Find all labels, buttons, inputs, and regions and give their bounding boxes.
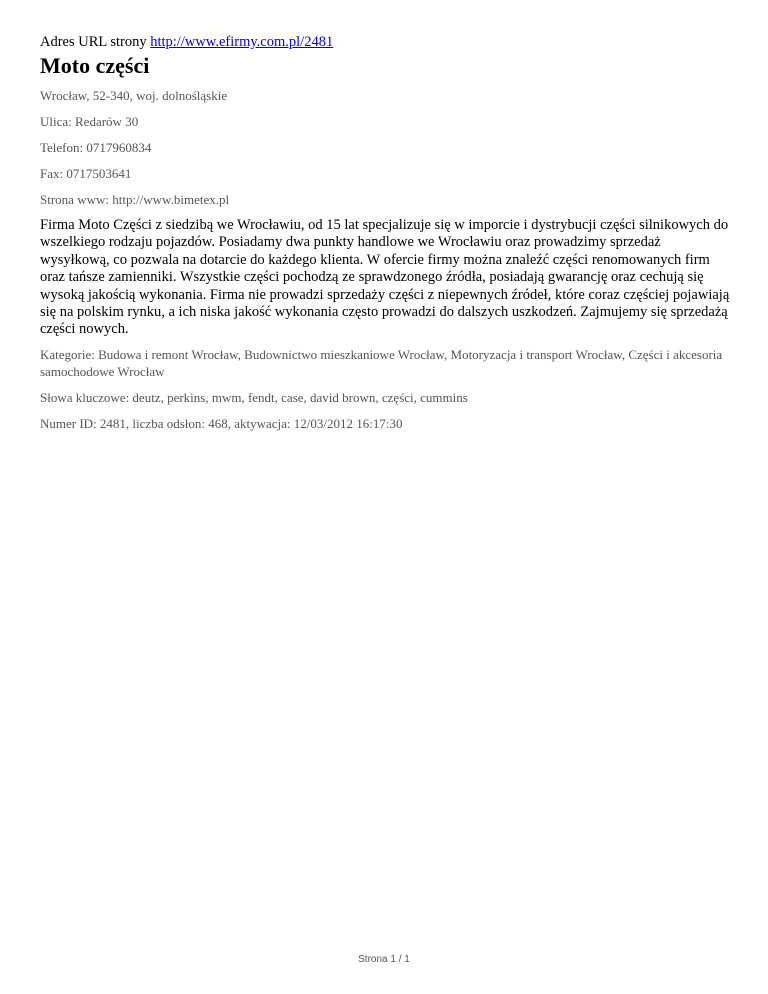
company-address: Wrocław, 52-340, woj. dolnośląskie — [40, 88, 228, 103]
page-url-link[interactable]: http://www.efirmy.com.pl/2481 — [150, 34, 334, 50]
record-info: Numer ID: 2481, liczba odsłon: 468, aktywacja: 12/03/2012 16:17:30 — [40, 415, 403, 431]
company-website: Strona www: http://www.bimetex.pl — [40, 192, 230, 207]
company-name: Moto części — [40, 53, 150, 78]
url-label: Adres URL strony — [40, 34, 147, 50]
company-keywords: Słowa kluczowe: deutz, perkins, mwm, fendt, case, david brown, części, cummins — [40, 389, 468, 405]
company-street: Ulica: Redarów 30 — [40, 114, 139, 129]
document-page — [40, 33, 730, 441]
company-description: Firma Moto Części z siedzibą we Wrocławiu, od 15 lat specjalizuje się w imporcie i dystrybucji części silnikowych do wszelkiego rodzaju pojazdów. Posiadamy dwa punkty handlowe we Wrocławiu oraz prowadzimy sprzedaż wysyłkową, co pozwala na dotarcie do każdego klienta. W ofercie firmy można znaleźć części renomowanych firm oraz tańsze zamienniki. Wszystkie części pochodzą ze sprawdzonego źródła, posiadają gwarancję oraz cechują się wysoką jakością wykonania. Firma nie prowadzi sprzedaży części z niepewnych źródeł, które coraz częściej pojawiają się na polskim rynku, a ich niska jakość wykonania często prowadzi do dalszych uszkodzeń. Zajmujemy się sprzedażą części nowych. — [40, 217, 730, 338]
company-categories: Kategorie: Budowa i remont Wrocław, Budownictwo mieszkaniowe Wrocław, Motoryzacja i transport Wrocław, Części i akcesoria samochodowe Wrocław — [40, 346, 723, 379]
page-url-line — [40, 33, 730, 51]
page-number-footer: Strona 1 / 1 — [358, 954, 410, 965]
company-fax: Fax: 0717503641 — [40, 166, 132, 181]
company-phone: Telefon: 0717960834 — [40, 140, 152, 155]
